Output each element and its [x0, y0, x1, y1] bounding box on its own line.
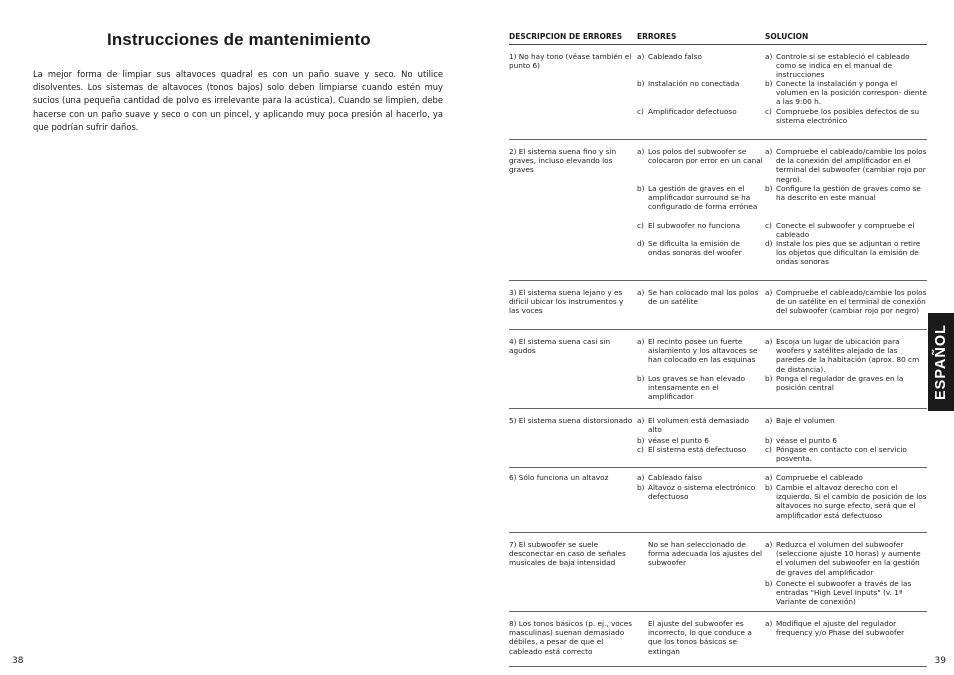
error-item [637, 288, 763, 306]
solution-item [765, 579, 929, 607]
solution-item-text: Cambie el altavoz derecho con el izquierdo. Si el cambio de posición de los altavoces no surge efecto, será que el amplificador está defectuoso [776, 483, 927, 520]
error-item [637, 184, 763, 212]
error-item [637, 619, 763, 656]
solution-item [765, 416, 929, 425]
error-item-text: Se dificulta la emisión de ondas sonoras del woofer [648, 239, 742, 258]
solution-item [765, 184, 929, 202]
error-item [637, 147, 763, 165]
error-item-text: Los polos del subwoofer se colocaron por error en un canal [648, 147, 763, 166]
troubleshooting-table [509, 30, 927, 667]
error-item-label: a) [637, 337, 645, 346]
error-item-label: c) [637, 107, 644, 116]
solution-item-text: Conecte el subwoofer y compruebe el cableado [776, 221, 915, 240]
solution-item-label: b) [765, 436, 773, 445]
error-description: 4) El sistema suena casi sin agudos [509, 337, 611, 356]
header-solution: SOLUCION [765, 32, 809, 41]
table-row [509, 468, 927, 533]
error-item-text: Cableado falso [648, 473, 702, 482]
solution-item-text: Compruebe el cableado/cambie los polos de un satélite en el terminal de conexión del subwoofer (cambiar rojo por negro) [776, 288, 927, 316]
solution-item [765, 79, 929, 107]
error-description: 2) El sistema suena fino y sin graves, incluso elevando los graves [509, 147, 617, 175]
error-item-text: No se han seleccionado de forma adecuada los ajustes del subwoofer [648, 540, 763, 568]
error-description: 8) Los tonos básicos (p. ej., voces masculinas) suenan demasiado débiles, a pesar de que el cableado está correcto [509, 619, 633, 656]
error-description: 3) El sistema suena lejano y es difícil ubicar los instrumentos y las voces [509, 288, 624, 316]
error-item [637, 416, 763, 434]
solution-item-text: Ponga el regulador de graves en la posición central [776, 374, 904, 393]
solution-item [765, 52, 929, 80]
solution-item-text: Conecte el subwoofer a través de las entradas "High Level Inputs" (v. 1ª Variante de conexión) [776, 579, 912, 607]
solution-item [765, 107, 929, 125]
table-row [509, 140, 927, 281]
error-item-label: b) [637, 374, 645, 383]
solution-item-text: Modifique el ajuste del regulador frequency y/o Phase del subwoofer [776, 619, 905, 638]
error-description: 1) No hay tono (véase también el punto 6) [509, 52, 632, 71]
solution-item-label: a) [765, 337, 773, 346]
solution-item-label: a) [765, 540, 773, 549]
page-number-right: 39 [934, 656, 946, 666]
error-item [637, 79, 763, 88]
error-item-text: Los graves se han elevado intensamente en el amplificador [648, 374, 746, 402]
solution-item-label: c) [765, 221, 772, 230]
solution-item [765, 540, 929, 577]
solution-item [765, 288, 929, 316]
table-header [509, 30, 927, 45]
solution-item-label: c) [765, 107, 772, 116]
error-item-text: véase el punto 6 [648, 436, 709, 445]
error-item-text: Se han colocado mal los polos de un satélite [648, 288, 759, 307]
error-item-label [637, 619, 648, 656]
solution-item-label: b) [765, 579, 773, 588]
solution-item-text: véase el punto 6 [776, 436, 837, 445]
error-item [637, 445, 763, 454]
error-description: 7) El subwoofer se suele desconectar en caso de señales musicales de baja intensidad [509, 540, 626, 568]
error-item-text: El sistema está defectuoso [648, 445, 747, 454]
solution-item [765, 473, 929, 482]
error-item-label: b) [637, 79, 645, 88]
error-item-label: d) [637, 239, 645, 248]
solution-item-label: b) [765, 374, 773, 383]
solution-item [765, 239, 929, 267]
solution-item-label: b) [765, 79, 773, 88]
table-row [509, 533, 927, 612]
solution-item-text: Compruebe los posibles defectos de su sistema electrónico [776, 107, 920, 126]
solution-item [765, 436, 929, 445]
error-item-text: Instalación no conectada [648, 79, 740, 88]
table-row [509, 330, 927, 409]
error-item-label: a) [637, 147, 645, 156]
error-item-text: El volumen está demasiado alto [648, 416, 749, 435]
solution-item [765, 147, 929, 184]
error-item-label: b) [637, 483, 645, 492]
solution-item [765, 445, 929, 463]
error-item-label [637, 540, 648, 568]
language-tab [928, 313, 954, 411]
error-item-label: b) [637, 436, 645, 445]
solution-item-label: b) [765, 184, 773, 193]
right-page [477, 0, 954, 675]
table-row [509, 45, 927, 140]
error-item-text: El subwoofer no funciona [648, 221, 741, 230]
error-item-text: Cableado falso [648, 52, 702, 61]
solution-item [765, 374, 929, 392]
table-row [509, 281, 927, 330]
solution-item-text: Conecte la instalación y ponga el volumen en la posición correspon- diente a las 9:00 h. [776, 79, 927, 107]
solution-item [765, 337, 929, 374]
error-item [637, 52, 763, 61]
error-item-text: El ajuste del subwoofer es incorrecto, lo que conduce a que los tonos básicos se extingan [648, 619, 752, 656]
table-row [509, 409, 927, 468]
error-item [637, 107, 763, 116]
solution-item-text: Escoja un lugar de ubicación para woofers y satélites alejado de las paredes de la habitación (aprox. 80 cm de distancia). [776, 337, 920, 374]
error-item [637, 436, 763, 445]
solution-item-label: d) [765, 239, 773, 248]
solution-item [765, 221, 929, 239]
error-item-label: a) [637, 473, 645, 482]
error-item-text: La gestión de graves en el amplificador surround se ha configurado de forma errónea [648, 184, 758, 212]
header-description: DESCRIPCION DE ERRORES [509, 32, 623, 41]
solution-item-text: Reduzca el volumen del subwoofer (seleccione ajuste 10 horas) y aumente el volumen del subwoofer en la gestión de graves del amplificador [776, 540, 921, 577]
header-errors: ERRORES [637, 32, 677, 41]
error-description: 6) Sólo funciona un altavoz [509, 473, 609, 482]
error-item-label: a) [637, 288, 645, 297]
page-number-left: 38 [12, 656, 24, 666]
error-item [637, 483, 763, 501]
error-item [637, 374, 763, 402]
solution-item-text: Póngase en contacto con el servicio posventa. [776, 445, 907, 464]
language-tab-label: ESPAÑOL [933, 323, 949, 401]
solution-item-label: a) [765, 52, 773, 61]
error-item-text: El recinto posee un fuerte aislamiento y los altavoces se han colocado en las esquinas [648, 337, 758, 365]
solution-item-label: b) [765, 483, 773, 492]
solution-item-label: a) [765, 416, 773, 425]
solution-item-label: a) [765, 619, 773, 628]
error-item-label: c) [637, 445, 644, 454]
solution-item-text: Configure la gestión de graves como se ha descrito en este manual [776, 184, 921, 203]
error-item-label: a) [637, 416, 645, 425]
solution-item [765, 483, 929, 520]
table-row [509, 612, 927, 667]
error-description: 5) El sistema suena distorsionado [509, 416, 633, 425]
error-item-label: c) [637, 221, 644, 230]
solution-item-label: a) [765, 473, 773, 482]
error-item-text: Altavoz o sistema electrónico defectuoso [648, 483, 756, 502]
solution-item-text: Instale los pies que se adjuntan o retire los objetos que dificultan la emisión de ondas sonoras [776, 239, 921, 267]
error-item [637, 540, 763, 568]
error-item [637, 473, 763, 482]
error-item-label: a) [637, 52, 645, 61]
solution-item-text: Controle si se estableció el cableado como se indica en el manual de instrucciones [776, 52, 910, 80]
error-item [637, 221, 763, 230]
error-item [637, 337, 763, 365]
solution-item-label: c) [765, 445, 772, 454]
error-item-text: Amplificador defectuoso [648, 107, 737, 116]
solution-item [765, 619, 929, 637]
page-title: Instrucciones de mantenimiento [107, 30, 371, 49]
solution-item-text: Compruebe el cableado [776, 473, 863, 482]
error-item [637, 239, 763, 257]
solution-item-text: Baje el volumen [776, 416, 835, 425]
solution-item-label: a) [765, 288, 773, 297]
error-item-label: b) [637, 184, 645, 193]
solution-item-label: a) [765, 147, 773, 156]
solution-item-text: Compruebe el cableado/cambie los polos de la conexión del amplificador en el terminal del subwoofer (cambiar rojo por negro). [776, 147, 927, 184]
maintenance-paragraph: La mejor forma de limpiar sus altavoces quadral es con un paño suave y seco. No utilice disolventes. Los sistemas de altavoces (tonos bajos) solo deben limpiarse cuando estén muy sucios (una pequeña cantidad de polvo es irrelevante para la acústica). Cuando se limpien, debe hacerse con un paño suave y seco o con un pincel, y aplicando muy poca presión al hacerlo, ya que podrían sufrir daños. [33, 69, 443, 132]
